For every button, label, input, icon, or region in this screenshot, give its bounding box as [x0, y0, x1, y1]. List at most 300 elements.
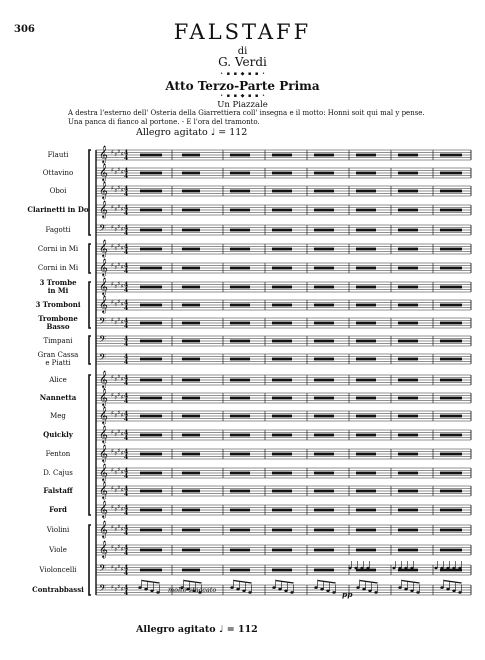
- multi-rest: [230, 453, 250, 456]
- multi-rest: [140, 549, 162, 552]
- multi-rest: [272, 286, 292, 289]
- multi-rest: [182, 529, 200, 532]
- sharp-icon: ♯: [111, 185, 114, 193]
- multi-rest: [440, 322, 462, 325]
- note-head: [272, 586, 275, 589]
- multi-rest: [272, 490, 292, 493]
- scene-description-line: Una panca di fianco al portone. - E l'ora del tramonto.: [68, 118, 260, 126]
- time-signature: 4: [124, 485, 129, 493]
- note-head: [366, 567, 369, 569]
- scene-title: Un Piazzale: [217, 100, 268, 110]
- sharp-icon: ♯: [120, 565, 124, 573]
- time-signature: 4: [124, 392, 129, 400]
- treble-clef-icon: 𝄞: [99, 388, 108, 406]
- sharp-icon: ♯: [117, 166, 121, 174]
- multi-rest: [140, 358, 162, 361]
- note-head: [452, 567, 455, 569]
- sharp-icon: ♯: [111, 410, 114, 418]
- time-signature: 4: [124, 185, 129, 193]
- multi-rest: [230, 340, 250, 343]
- sharp-icon: ♯: [120, 525, 124, 533]
- sharp-icon: ♯: [117, 316, 121, 324]
- multi-rest: [440, 434, 462, 437]
- multi-rest: [140, 509, 162, 512]
- dynamic-marking: pp: [342, 590, 353, 599]
- multi-rest: [140, 248, 162, 251]
- multi-rest: [398, 172, 418, 175]
- sharp-icon: ♯: [117, 148, 121, 156]
- instrument-name: Oboi: [49, 187, 67, 195]
- multi-rest: [140, 490, 162, 493]
- multi-rest: [356, 549, 376, 552]
- multi-rest: [398, 154, 418, 157]
- note-head: [452, 590, 455, 593]
- multi-rest: [140, 415, 162, 418]
- treble-clef-icon: 𝄞: [99, 145, 108, 163]
- sharp-icon: ♯: [114, 586, 118, 594]
- multi-rest: [314, 569, 334, 572]
- multi-rest: [356, 509, 376, 512]
- note-head: [434, 567, 437, 569]
- sharp-icon: ♯: [120, 225, 124, 233]
- multi-rest: [440, 172, 462, 175]
- multi-rest: [140, 267, 162, 270]
- sharp-icon: ♯: [111, 504, 114, 512]
- multi-rest: [314, 172, 334, 175]
- time-signature: 4: [124, 435, 129, 443]
- note-head: [360, 567, 363, 569]
- sharp-icon: ♯: [117, 466, 121, 474]
- note-head: [368, 590, 371, 593]
- sharp-icon: ♯: [111, 262, 114, 270]
- sharp-icon: ♯: [111, 281, 114, 289]
- instrument-name: Corni in Mi: [37, 264, 79, 272]
- multi-rest: [140, 569, 162, 572]
- opera-title: FALSTAFF: [173, 20, 312, 44]
- bass-clef-icon: 𝄢: [99, 223, 107, 236]
- time-signature: 4: [124, 524, 129, 532]
- time-signature: 4: [124, 317, 129, 325]
- sharp-icon: ♯: [117, 298, 121, 306]
- ornament-divider: • ▪ ▪ ◆ ▪ ▪ •: [220, 93, 266, 99]
- multi-rest: [314, 340, 334, 343]
- multi-rest: [230, 286, 250, 289]
- multi-rest: [356, 529, 376, 532]
- multi-rest: [314, 304, 334, 307]
- multi-rest: [314, 358, 334, 361]
- multi-rest: [440, 379, 462, 382]
- multi-rest: [398, 304, 418, 307]
- multi-rest: [398, 379, 418, 382]
- sharp-icon: ♯: [117, 563, 121, 571]
- sharp-icon: ♯: [120, 244, 124, 252]
- multi-rest: [398, 397, 418, 400]
- time-signature: 4: [124, 380, 129, 388]
- bass-clef-icon: 𝄢: [99, 583, 107, 596]
- time-signature: 4: [124, 204, 129, 212]
- multi-rest: [230, 248, 250, 251]
- multi-rest: [272, 379, 292, 382]
- sharp-icon: ♯: [111, 429, 114, 437]
- multi-rest: [356, 358, 376, 361]
- bass-clef-icon: 𝄢: [99, 352, 107, 365]
- treble-clef-icon: 𝄞: [99, 481, 108, 499]
- sharp-icon: ♯: [117, 261, 121, 269]
- multi-rest: [272, 415, 292, 418]
- treble-clef-icon: 𝄞: [99, 500, 108, 518]
- sharp-icon: ♯: [114, 487, 118, 495]
- sharp-icon: ♯: [114, 412, 118, 420]
- time-signature: 4: [124, 353, 129, 361]
- multi-rest: [398, 229, 418, 232]
- multi-rest: [230, 267, 250, 270]
- multi-rest: [440, 248, 462, 251]
- sharp-icon: ♯: [111, 374, 114, 382]
- multi-rest: [314, 549, 334, 552]
- multi-rest: [314, 154, 334, 157]
- time-signature: 4: [124, 210, 129, 218]
- sharp-icon: ♯: [120, 263, 124, 271]
- multi-rest: [356, 229, 376, 232]
- note-head: [332, 591, 335, 594]
- treble-clef-icon: 𝄞: [99, 406, 108, 424]
- instrument-name: Viole: [49, 546, 67, 554]
- multi-rest: [230, 397, 250, 400]
- multi-rest: [272, 267, 292, 270]
- multi-rest: [182, 229, 200, 232]
- sharp-icon: ♯: [111, 317, 114, 325]
- multi-rest: [398, 286, 418, 289]
- time-signature: 4: [124, 530, 129, 538]
- sharp-icon: ♯: [120, 585, 124, 593]
- sharp-icon: ♯: [117, 583, 121, 591]
- sharp-icon: ♯: [114, 394, 118, 402]
- time-signature: 4: [124, 335, 129, 343]
- multi-rest: [314, 190, 334, 193]
- multi-rest: [272, 434, 292, 437]
- sharp-icon: ♯: [120, 411, 124, 419]
- sharp-icon: ♯: [114, 283, 118, 291]
- note-head: [356, 586, 359, 589]
- treble-clef-icon: 𝄞: [99, 540, 108, 558]
- sharp-icon: ♯: [114, 169, 118, 177]
- time-signature: 4: [124, 243, 129, 251]
- multi-rest: [140, 322, 162, 325]
- sharp-icon: ♯: [111, 467, 114, 475]
- time-signature: 4: [124, 191, 129, 199]
- multi-rest: [272, 340, 292, 343]
- multi-rest: [182, 569, 200, 572]
- multi-rest: [140, 397, 162, 400]
- bass-clef-icon: 𝄢: [99, 563, 107, 576]
- note-head: [440, 586, 443, 589]
- sharp-icon: ♯: [111, 149, 114, 157]
- note-head: [320, 588, 323, 591]
- treble-clef-icon: 𝄞: [99, 163, 108, 181]
- sharp-icon: ♯: [114, 151, 118, 159]
- time-signature: 4: [124, 448, 129, 456]
- instrument-name: Quickly: [43, 430, 73, 439]
- multi-rest: [182, 415, 200, 418]
- multi-rest: [272, 229, 292, 232]
- multi-rest: [230, 472, 250, 475]
- note-head: [242, 590, 245, 593]
- note-head: [458, 567, 461, 569]
- multi-rest: [356, 154, 376, 157]
- multi-rest: [356, 172, 376, 175]
- multi-rest: [272, 304, 292, 307]
- multi-rest: [272, 172, 292, 175]
- instrument-name: Flauti: [47, 151, 69, 159]
- multi-rest: [230, 154, 250, 157]
- time-signature: 4: [124, 473, 129, 481]
- sharp-icon: ♯: [117, 391, 121, 399]
- multi-rest: [182, 397, 200, 400]
- time-signature: 4: [124, 341, 129, 349]
- sharp-icon: ♯: [111, 448, 114, 456]
- multi-rest: [440, 209, 462, 212]
- multi-rest: [182, 172, 200, 175]
- multi-rest: [440, 509, 462, 512]
- tempo-marking-bottom: Allegro agitato ♩ = 112: [136, 624, 258, 635]
- note-beam: [444, 581, 462, 584]
- sharp-icon: ♯: [114, 264, 118, 272]
- multi-rest: [182, 340, 200, 343]
- instrument-name: Falstaff: [43, 486, 73, 495]
- multi-rest: [314, 286, 334, 289]
- note-beam: [234, 581, 252, 584]
- note-head: [248, 591, 251, 594]
- note-head: [326, 590, 329, 593]
- multi-rest: [398, 267, 418, 270]
- sharp-icon: ♯: [111, 584, 114, 592]
- time-signature: 4: [124, 454, 129, 462]
- sharp-icon: ♯: [111, 204, 114, 212]
- multi-rest: [230, 509, 250, 512]
- multi-rest: [440, 358, 462, 361]
- note-head: [404, 588, 407, 591]
- time-signature: 4: [124, 359, 129, 367]
- sharp-icon: ♯: [120, 468, 124, 476]
- sharp-icon: ♯: [120, 150, 124, 158]
- time-signature: 4: [124, 491, 129, 499]
- multi-rest: [398, 434, 418, 437]
- multi-rest: [182, 472, 200, 475]
- note-head: [398, 586, 401, 589]
- multi-rest: [314, 322, 334, 325]
- treble-clef-icon: 𝄞: [99, 370, 108, 388]
- multi-rest: [398, 509, 418, 512]
- multi-rest: [230, 379, 250, 382]
- sharp-icon: ♯: [117, 543, 121, 551]
- sharp-icon: ♯: [117, 242, 121, 250]
- multi-rest: [440, 304, 462, 307]
- multi-rest: [314, 267, 334, 270]
- multi-rest: [356, 397, 376, 400]
- multi-rest: [440, 529, 462, 532]
- sharp-icon: ♯: [120, 430, 124, 438]
- time-signature: 4: [124, 149, 129, 157]
- note-beam: [402, 581, 420, 584]
- sharp-icon: ♯: [111, 524, 114, 532]
- multi-rest: [272, 569, 292, 572]
- multi-rest: [140, 529, 162, 532]
- instrument-name: Gran Cassa e Piatti: [37, 351, 79, 367]
- multi-rest: [140, 453, 162, 456]
- multi-rest: [356, 415, 376, 418]
- sharp-icon: ♯: [117, 409, 121, 417]
- note-head: [314, 586, 317, 589]
- multi-rest: [140, 379, 162, 382]
- sharp-icon: ♯: [120, 205, 124, 213]
- instrument-name: Corni in Mi: [37, 245, 79, 253]
- sharp-icon: ♯: [114, 187, 118, 195]
- multi-rest: [314, 509, 334, 512]
- multi-rest: [356, 304, 376, 307]
- multi-rest: [440, 229, 462, 232]
- sharp-icon: ♯: [111, 392, 114, 400]
- multi-rest: [440, 340, 462, 343]
- multi-rest: [398, 529, 418, 532]
- treble-clef-icon: 𝄞: [99, 520, 108, 538]
- multi-rest: [356, 569, 376, 572]
- sharp-icon: ♯: [117, 484, 121, 492]
- treble-clef-icon: 𝄞: [99, 200, 108, 218]
- time-signature: 4: [124, 281, 129, 289]
- sharp-icon: ♯: [114, 431, 118, 439]
- multi-rest: [440, 549, 462, 552]
- scene-description-line: A destra l'esterno dell' Osteria della Giarrettiera coll' insegna e il motto: Honni soit qui mal y pense.: [68, 109, 425, 117]
- time-signature: 4: [124, 167, 129, 175]
- multi-rest: [314, 209, 334, 212]
- treble-clef-icon: 𝄞: [99, 258, 108, 276]
- sharp-icon: ♯: [114, 376, 118, 384]
- note-head: [404, 567, 407, 569]
- multi-rest: [182, 509, 200, 512]
- multi-rest: [314, 434, 334, 437]
- sharp-icon: ♯: [114, 245, 118, 253]
- note-head: [416, 591, 419, 594]
- sharp-icon: ♯: [114, 469, 118, 477]
- multi-rest: [356, 472, 376, 475]
- note-head: [138, 586, 141, 589]
- multi-rest: [230, 209, 250, 212]
- multi-rest: [398, 248, 418, 251]
- multi-rest: [398, 549, 418, 552]
- multi-rest: [356, 490, 376, 493]
- note-head: [156, 591, 159, 594]
- time-signature: 4: [124, 323, 129, 331]
- sharp-icon: ♯: [117, 184, 121, 192]
- multi-rest: [440, 415, 462, 418]
- multi-rest: [440, 569, 462, 572]
- sharp-icon: ♯: [120, 545, 124, 553]
- multi-rest: [140, 229, 162, 232]
- note-head: [354, 567, 357, 569]
- instrument-name: Alice: [49, 376, 67, 384]
- note-beam: [276, 581, 294, 584]
- note-head: [458, 591, 461, 594]
- sharp-icon: ♯: [111, 564, 114, 572]
- multi-rest: [272, 248, 292, 251]
- time-signature: 4: [124, 584, 129, 592]
- time-signature: 4: [124, 268, 129, 276]
- sharp-icon: ♯: [117, 447, 121, 455]
- multi-rest: [356, 267, 376, 270]
- multi-rest: [182, 549, 200, 552]
- note-head: [410, 567, 413, 569]
- multi-rest: [140, 340, 162, 343]
- instrument-name: Ottavino: [42, 169, 74, 177]
- multi-rest: [398, 569, 418, 572]
- multi-rest: [140, 209, 162, 212]
- multi-rest: [356, 322, 376, 325]
- sharp-icon: ♯: [114, 506, 118, 514]
- multi-rest: [356, 340, 376, 343]
- multi-rest: [182, 358, 200, 361]
- multi-rest: [440, 190, 462, 193]
- time-signature: 4: [124, 230, 129, 238]
- instrument-name: Nannetta: [39, 393, 77, 402]
- treble-clef-icon: 𝄞: [99, 444, 108, 462]
- multi-rest: [230, 358, 250, 361]
- sharp-icon: ♯: [120, 300, 124, 308]
- sharp-icon: ♯: [120, 449, 124, 457]
- multi-rest: [272, 472, 292, 475]
- time-signature: 4: [124, 305, 129, 313]
- multi-rest: [356, 190, 376, 193]
- sharp-icon: ♯: [114, 546, 118, 554]
- time-signature: 4: [124, 504, 129, 512]
- instrument-name: Fagotti: [45, 226, 71, 234]
- multi-rest: [440, 286, 462, 289]
- multi-rest: [140, 304, 162, 307]
- instrument-name: 3 Trombe in Mi: [39, 278, 77, 295]
- sharp-icon: ♯: [120, 168, 124, 176]
- time-signature: 4: [124, 224, 129, 232]
- time-signature: 4: [124, 299, 129, 307]
- note-head: [284, 590, 287, 593]
- multi-rest: [182, 379, 200, 382]
- multi-rest: [440, 453, 462, 456]
- bass-clef-icon: 𝄢: [99, 334, 107, 347]
- note-beam: [360, 581, 378, 584]
- sharp-icon: ♯: [111, 485, 114, 493]
- di-label: di: [237, 46, 248, 57]
- multi-rest: [314, 248, 334, 251]
- note-head: [362, 588, 365, 591]
- note-head: [348, 567, 351, 569]
- multi-rest: [272, 509, 292, 512]
- time-signature: 4: [124, 287, 129, 295]
- multi-rest: [356, 453, 376, 456]
- note-head: [398, 567, 401, 569]
- instrument-name: Violoncelli: [39, 566, 77, 574]
- instrument-name: Timpani: [43, 337, 73, 345]
- note-head: [446, 567, 449, 569]
- sharp-icon: ♯: [117, 203, 121, 211]
- multi-rest: [182, 190, 200, 193]
- multi-rest: [230, 529, 250, 532]
- multi-rest: [440, 154, 462, 157]
- multi-rest: [182, 267, 200, 270]
- time-signature: 4: [124, 374, 129, 382]
- multi-rest: [272, 549, 292, 552]
- sharp-icon: ♯: [114, 226, 118, 234]
- multi-rest: [314, 529, 334, 532]
- note-head: [290, 591, 293, 594]
- treble-clef-icon: 𝄞: [99, 463, 108, 481]
